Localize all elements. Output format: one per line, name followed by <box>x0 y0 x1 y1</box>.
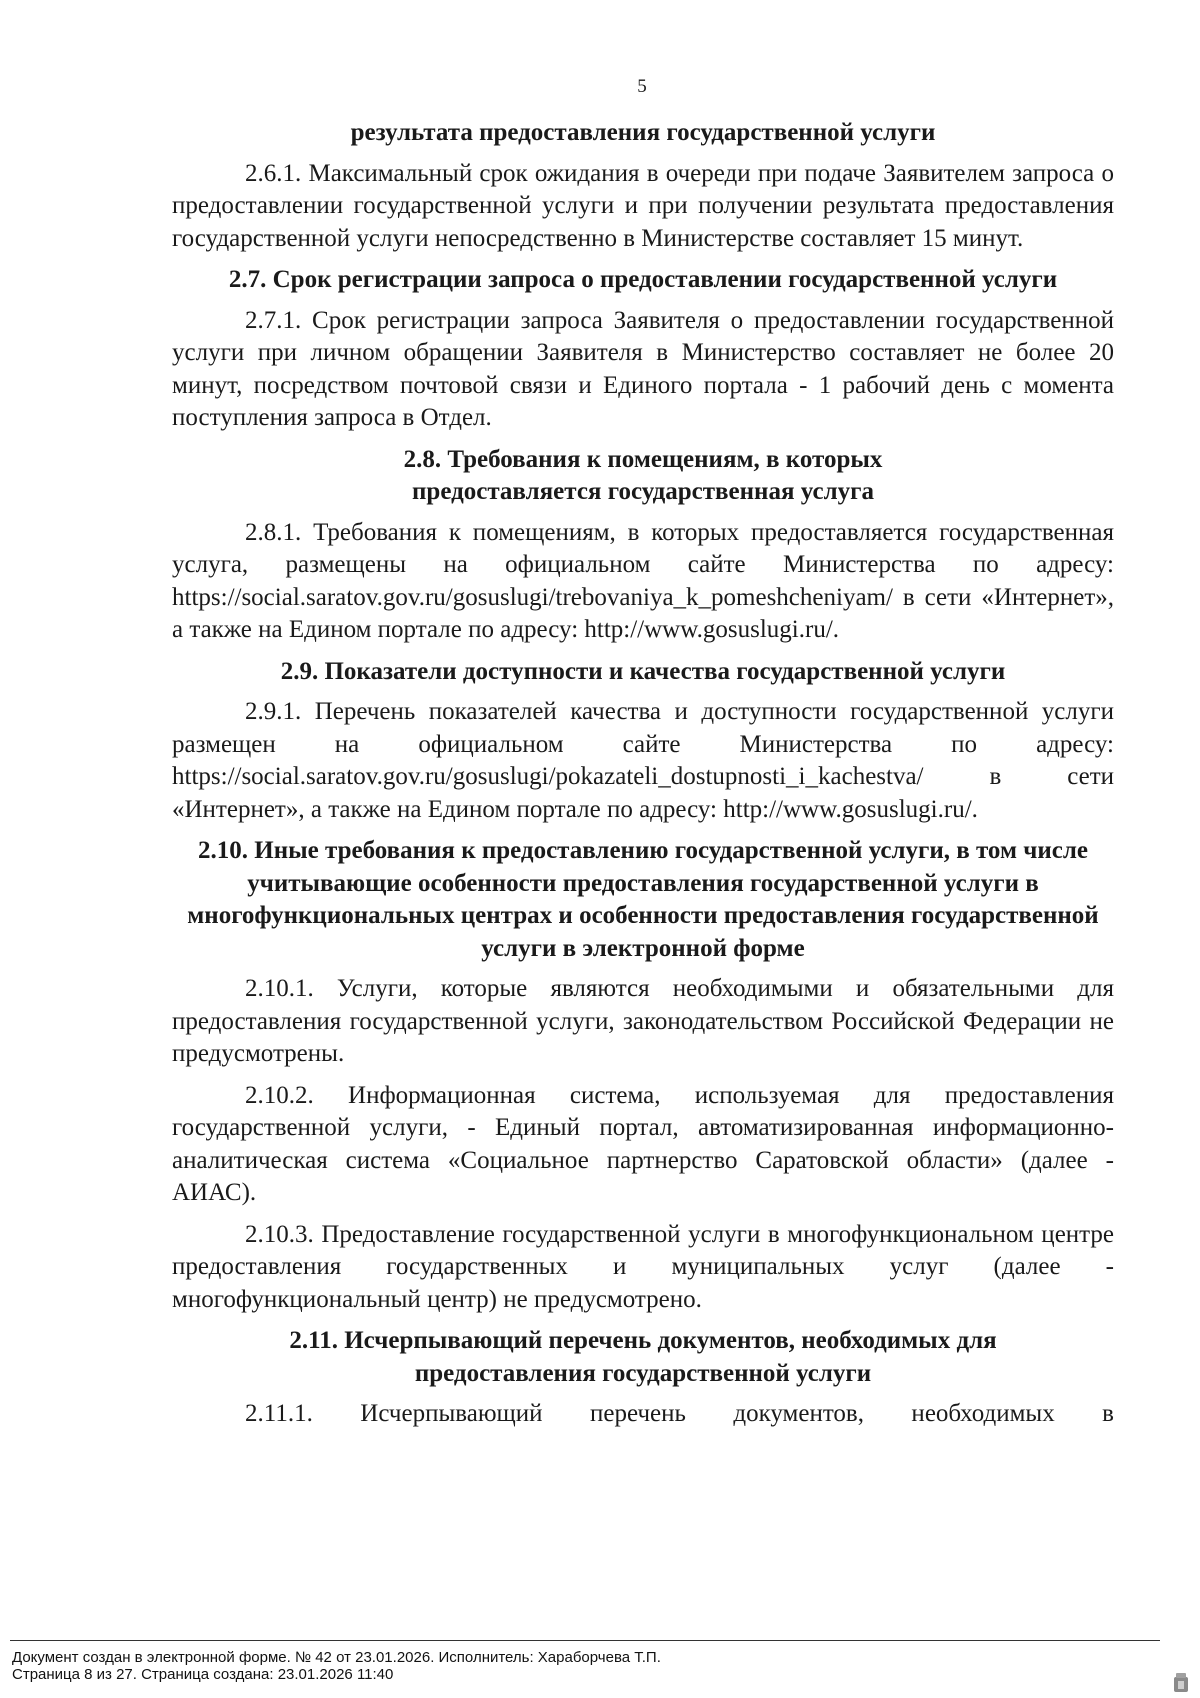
coat-of-arms-icon <box>1172 1672 1190 1694</box>
page-number: 5 <box>637 76 647 97</box>
paragraph-2-7-1: 2.7.1. Срок регистрации запроса Заявителя о предоставлении государственной услуги при личном обращении Заявителя в Министерство составляет не более 20 минут, посредством почтовой связи и Единого портала - 1 рабочий день с момента поступления запроса в Отдел. <box>172 306 1114 431</box>
footer-divider <box>10 1640 1160 1641</box>
paragraph-2-11-1: 2.11.1. Исчерпывающий перечень документов, необходимых в <box>245 1400 1114 1427</box>
paragraph-2-9-1: 2.9.1. Перечень показателей качества и доступности государственной услуги размещен на официальном сайте Министерства по адресу: https://social.saratov.gov.ru/gosuslugi/pokazateli_dostupnosti_i_kachestva/ в сети «Интернет», а также на Едином портале по адресу: http://www.gosuslugi.ru/. <box>172 698 1114 823</box>
paragraph-2-6-1: 2.6.1. Максимальный срок ожидания в очереди при подаче Заявителем запроса о предоставлении государственной услуги и при получении результата предоставления государственной услуги непосредственно в Министерстве составляет 15 минут. <box>172 159 1114 252</box>
document-body <box>172 117 1114 1440</box>
paragraph-2-8-1: 2.8.1. Требования к помещениям, в которых предоставляется государственная услуга, размещены на официальном сайте Министерства по адресу: https://social.saratov.gov.ru/gosuslugi/trebovaniya_k_pomeshcheniyam/ в сети «Интернет», а также на Едином портале по адресу: http://www.gosuslugi.ru/. <box>172 518 1114 643</box>
paragraph-2-10-3: 2.10.3. Предоставление государственной услуги в многофункциональном центре предоставления государственных и муниципальных услуг (далее - многофункциональный центр) не предусмотрено. <box>172 1220 1114 1313</box>
section-heading-2-9: 2.9. Показатели доступности и качества государственной услуги <box>280 657 1006 685</box>
section-heading: результата предоставления государственной услуги <box>350 119 936 146</box>
footer-line-document: Документ создан в электронной форме. № 42 от 23.01.2026. Исполнитель: Хараборчева Т.П. <box>12 1649 661 1666</box>
section-heading-2-7: 2.7. Срок регистрации запроса о предоставлении государственной услуги <box>228 266 1058 293</box>
paragraph-2-10-2: 2.10.2. Информационная система, используемая для предоставления государственной услуги, - Единый портал, автоматизированная информационно-аналитическая система «Социальное партнерство Саратовской области» (далее - АИАС). <box>172 1081 1114 1206</box>
footer-line-page: Страница 8 из 27. Страница создана: 23.01.2026 11:40 <box>12 1666 394 1683</box>
section-heading-2-8: 2.8. Требования к помещениям, в которых предоставляется государственная услуга <box>403 445 883 505</box>
paragraph-2-10-1: 2.10.1. Услуги, которые являются необходимыми и обязательными для предоставления государственной услуги, законодательством Российской Федерации не предусмотрены. <box>172 975 1114 1067</box>
section-heading-2-11: 2.11. Исчерпывающий перечень документов, необходимых для предоставления государственной услуги <box>289 1327 997 1387</box>
section-heading-2-10: 2.10. Иные требования к предоставлению государственной услуги, в том числе учитывающие особенности предоставления государственной услуги в многофункциональных центрах и особенности предоставления государственной услуги в электронной форме <box>187 837 1099 962</box>
footer <box>12 1649 661 1683</box>
